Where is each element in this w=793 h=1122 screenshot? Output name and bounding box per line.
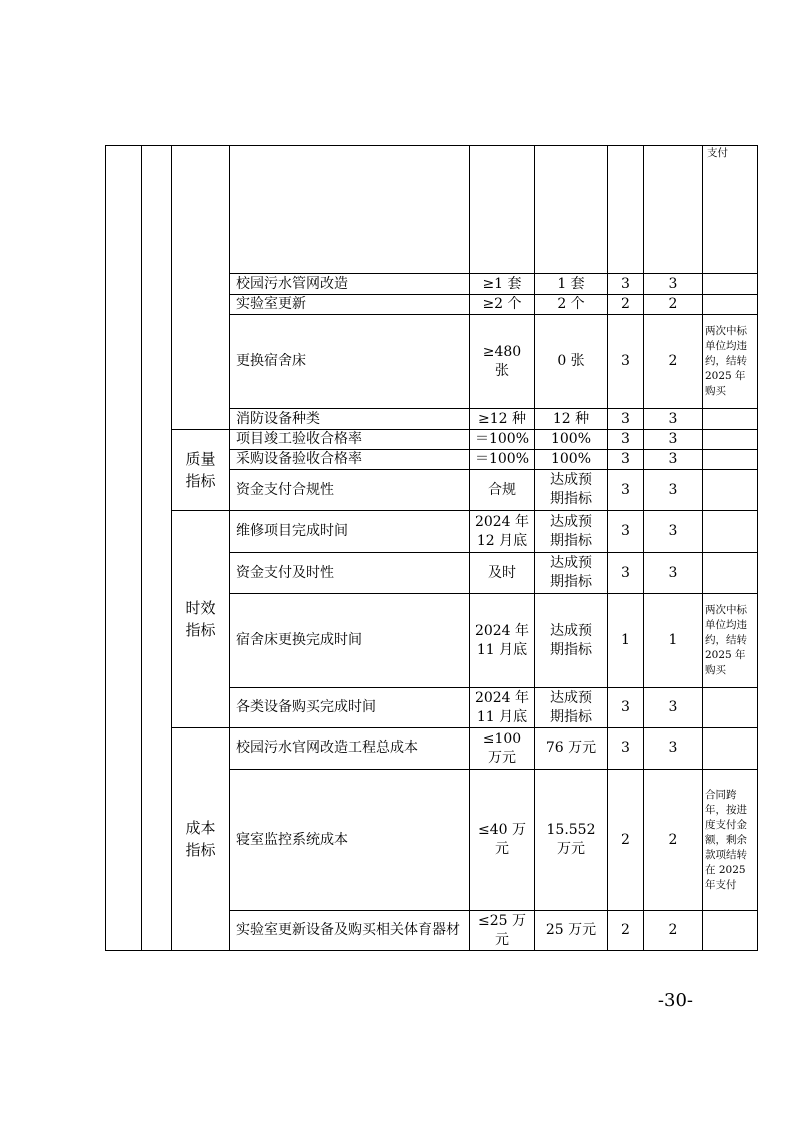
table-row [106,430,758,450]
target-value: ≤40 万元 [470,770,535,911]
actual-value: 100% [535,450,608,470]
score-value: 3 [644,511,703,553]
remark-cell [703,450,758,470]
target-value: ≥1 套 [470,274,535,295]
score-value: 2 [644,315,703,409]
quantity-category-cell [172,146,230,430]
indicator-name: 校园污水官网改造工程总成本 [230,728,470,770]
actual-value: 1 套 [535,274,608,295]
target-value: ＝100% [470,450,535,470]
remark-cell [703,274,758,295]
remark-cell [703,688,758,728]
weight-value: 3 [608,511,644,553]
remark-cell [703,470,758,511]
score-value: 1 [644,594,703,688]
actual-value: 12 种 [535,409,608,430]
remark-cell [703,295,758,315]
score-value: 2 [644,295,703,315]
weight-value: 3 [608,315,644,409]
remark-cell [703,728,758,770]
page-number: -30- [657,990,693,1011]
target-value: 2024 年11 月底 [470,688,535,728]
score-value: 2 [644,911,703,951]
indicator-name: 实验室更新设备及购买相关体育器材 [230,911,470,951]
score-value: 3 [644,553,703,594]
remark-cell [703,911,758,951]
remark-cell [703,409,758,430]
remark-cell [703,511,758,553]
weight-value: 2 [608,911,644,951]
indicator-name: 项目竣工验收合格率 [230,430,470,450]
actual-value: 2 个 [535,295,608,315]
weight-value: 3 [608,688,644,728]
score-value: 3 [644,409,703,430]
timeliness-indicator-label: 时效指标 [172,511,230,728]
weight-value: 3 [608,409,644,430]
target-value: ≥480张 [470,315,535,409]
level1-blank-cell [106,146,142,951]
indicator-name: 校园污水管网改造 [230,274,470,295]
indicator-name: 采购设备验收合格率 [230,450,470,470]
target-value: 2024 年11 月底 [470,594,535,688]
target-value: ≥12 种 [470,409,535,430]
score-value: 2 [644,770,703,911]
remark-cell: 合同跨年，按进度支付金额，剩余款项结转在 2025 年支付 [703,770,758,911]
weight-value: 3 [608,728,644,770]
weight-value: 1 [608,594,644,688]
indicator-name: 各类设备购买完成时间 [230,688,470,728]
actual-value: 达成预期指标 [535,511,608,553]
weight-value: 3 [608,430,644,450]
actual-value: 15.552万元 [535,770,608,911]
actual-value: 76 万元 [535,728,608,770]
score-value: 3 [644,728,703,770]
actual-value: 100% [535,430,608,450]
score-value: 3 [644,274,703,295]
weight-value: 3 [608,470,644,511]
actual-value: 达成预期指标 [535,470,608,511]
level2-blank-cell [142,146,172,951]
weight-value: 3 [608,274,644,295]
target-value: ≤100万元 [470,728,535,770]
weight-value: 2 [608,295,644,315]
table-row [106,146,758,274]
indicator-name: 消防设备种类 [230,409,470,430]
actual-value: 0 张 [535,315,608,409]
target-value: 2024 年12 月底 [470,511,535,553]
indicator-name: 实验室更新 [230,295,470,315]
remark-cell [703,430,758,450]
score-value: 3 [644,688,703,728]
indicator-name: 更换宿舍床 [230,315,470,409]
indicator-name: 资金支付合规性 [230,470,470,511]
actual-value: 达成预期指标 [535,688,608,728]
table-row [106,511,758,553]
weight-value: 3 [608,553,644,594]
weight-value: 3 [608,450,644,470]
remark-cell: 支付 [703,146,758,274]
target-value: ＝100% [470,430,535,450]
remark-cell: 两次中标单位均违约，结转 2025 年购买 [703,315,758,409]
target-value: ≥2 个 [470,295,535,315]
indicator-name: 寝室监控系统成本 [230,770,470,911]
indicator-name: 资金支付及时性 [230,553,470,594]
score-value: 3 [644,430,703,450]
cost-indicator-label: 成本指标 [172,728,230,951]
remark-cell: 两次中标单位均违约，结转 2025 年购买 [703,594,758,688]
table-row [106,728,758,770]
indicator-name: 宿舍床更换完成时间 [230,594,470,688]
target-value: 合规 [470,470,535,511]
weight-value: 2 [608,770,644,911]
target-value: 及时 [470,553,535,594]
actual-value: 25 万元 [535,911,608,951]
score-value: 3 [644,470,703,511]
indicator-name: 维修项目完成时间 [230,511,470,553]
target-value: ≤25 万元 [470,911,535,951]
actual-value: 达成预期指标 [535,553,608,594]
quality-indicator-label: 质量指标 [172,430,230,511]
performance-indicator-table [105,145,758,951]
score-value: 3 [644,450,703,470]
remark-cell [703,553,758,594]
actual-value: 达成预期指标 [535,594,608,688]
